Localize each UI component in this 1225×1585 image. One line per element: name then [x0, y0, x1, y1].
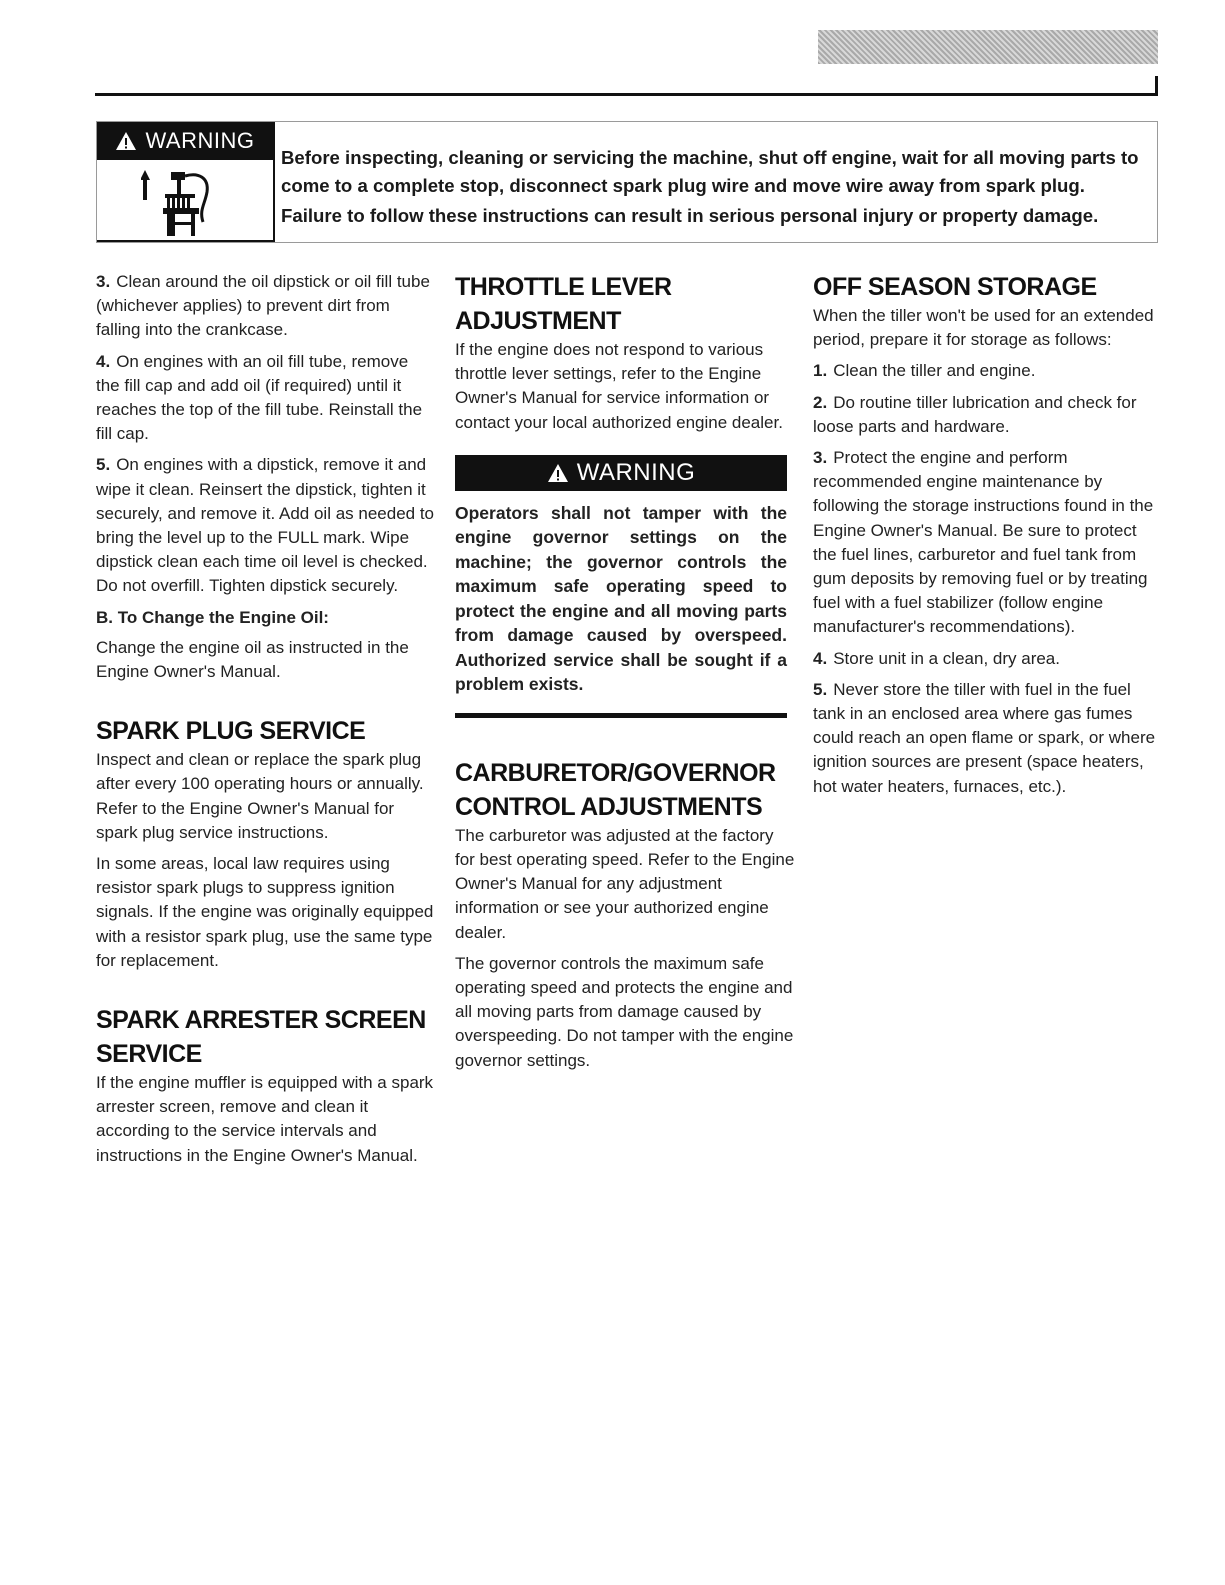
warning-triangle-icon [115, 131, 137, 151]
warning-banner [455, 455, 787, 491]
step-number: 5. [96, 455, 111, 475]
step-number: 4. [96, 351, 111, 371]
oil-step-4 [96, 350, 436, 447]
governor-warning-text: Operators shall not tamper with the engine governor settings on the machine; the governor controls the maximum safe operating speed to protect the engine and all moving parts from damage caused by overspeed. Authorized service shall be sought if a problem exists. [455, 502, 787, 695]
column-right [813, 270, 1158, 806]
storage-intro: When the tiller won't be used for an extended period, prepare it for storage as follows: [813, 306, 1154, 350]
step-text: On engines with an oil fill tube, remove the fill cap and add oil (if required) until it reaches the top of the fill tube. Reinstall the fill cap. [96, 351, 423, 444]
warning-banner [97, 122, 273, 160]
column-left [96, 270, 436, 1175]
section-header-tab [818, 30, 1158, 64]
carburetor-paragraph-1: The carburetor was adjusted at the factory for best operating speed. Refer to the Engine Owner's Manual for any adjustment information or see your authorized engine dealer. [455, 825, 795, 942]
throttle-heading: THROTTLE LEVER ADJUSTMENT [455, 273, 672, 335]
step-text: Clean the tiller and engine. [833, 361, 1036, 381]
header-rule [95, 93, 1158, 96]
carburetor-heading: CARBURETOR/GOVERNOR CONTROL ADJUSTMENTS [455, 758, 776, 821]
spark-arrester-paragraph: If the engine muffler is equipped with a spark arrester screen, remove and clean it according to the service intervals and instructions in the Engine Owner's Manual. [96, 1073, 434, 1165]
storage-heading: OFF SEASON STORAGE [813, 273, 1097, 301]
warning-banner-label: WARNING [145, 128, 255, 153]
step-number: 1. [813, 361, 828, 381]
warning-side-panel [97, 122, 275, 242]
warning-rule [455, 713, 787, 718]
spark-plug-paragraph-2: In some areas, local law requires using resistor spark plugs to suppress ignition signals. If the engine was originally equipped with a resistor spark plug, use the same type for replacement. [96, 854, 434, 970]
warning-banner-label: WARNING [576, 458, 696, 486]
storage-step-1 [813, 359, 1158, 383]
governor-warning [455, 455, 787, 718]
warning-message [281, 144, 1151, 230]
step-text: Clean around the oil dipstick or oil fill tube (whichever applies) to prevent dirt from falling into the crankcase. [96, 272, 430, 340]
spark-plug-heading: SPARK PLUG SERVICE [96, 717, 366, 746]
spark-plug-paragraph-1: Inspect and clean or replace the spark plug after every 100 operating hours or annually. Refer to the Engine Owner's Manual for spark plug service instructions. [96, 750, 424, 842]
step-text: Do routine tiller lubrication and check for loose parts and hardware. [813, 392, 1137, 436]
carburetor-paragraph-2: The governor controls the maximum safe operating speed and protects the engine and all moving parts from damage caused by overspeeding. Do not tamper with the engine governor settings. [455, 953, 794, 1070]
throttle-paragraph: If the engine does not respond to various throttle lever settings, refer to the Engine Owner's Manual for service information or contact your local authorized engine dealer. [455, 340, 783, 432]
column-middle [455, 270, 795, 1080]
change-oil-text: Change the engine oil as instructed in the Engine Owner's Manual. [96, 637, 409, 682]
step-number: 3. [813, 448, 828, 468]
warning-message-line2: Failure to follow these instructions can result in serious personal injury or property damage. [281, 205, 1099, 226]
step-number: 3. [96, 272, 111, 291]
spark-plug-disconnect-icon [141, 166, 241, 238]
step-text: Protect the engine and perform recommended engine maintenance by following the storage instructions found in the Engine Owner's Manual. Be sure to protect the fuel lines, carburetor and fuel tank from gum deposits by removing fuel or by treating fuel with a fuel stabilizer (follow engine manufacturer's recommendations). [813, 448, 1154, 637]
step-number: 4. [813, 648, 828, 668]
storage-step-5 [813, 678, 1158, 799]
warning-message-line1: Before inspecting, cleaning or servicing the machine, shut off engine, wait for all moving parts to come to a complete stop, disconnect spark plug wire and move wire away from spark plug. [281, 147, 1139, 196]
spark-arrester-heading: SPARK ARRESTER SCREEN SERVICE [96, 1006, 426, 1069]
storage-step-4 [813, 647, 1158, 671]
step-text: Never store the tiller with fuel in the fuel tank in an enclosed area where gas fumes could reach an open flame or spark, or where ignition sources are present (space heaters, hot water heaters, furnaces, etc.). [813, 679, 1156, 796]
step-number: 2. [813, 392, 828, 412]
header-rule-tick [1155, 76, 1158, 96]
change-oil-subheading: B. To Change the Engine Oil: [96, 607, 329, 627]
step-text: Store unit in a clean, dry area. [833, 648, 1060, 668]
storage-step-2 [813, 391, 1158, 439]
storage-step-3 [813, 446, 1158, 640]
oil-step-5 [96, 453, 436, 598]
oil-step-3 [96, 270, 436, 343]
step-text: On engines with a dipstick, remove it and wipe it clean. Reinsert the dipstick, tighten it securely, and remove it. Add oil as needed to bring the level up to the FULL mark. Wipe dipstick clean each time oil level is checked. Do not overfill. Tighten dipstick securely. [96, 455, 434, 596]
step-number: 5. [813, 679, 828, 699]
warning-box [96, 121, 1158, 243]
warning-triangle-icon [547, 463, 569, 483]
